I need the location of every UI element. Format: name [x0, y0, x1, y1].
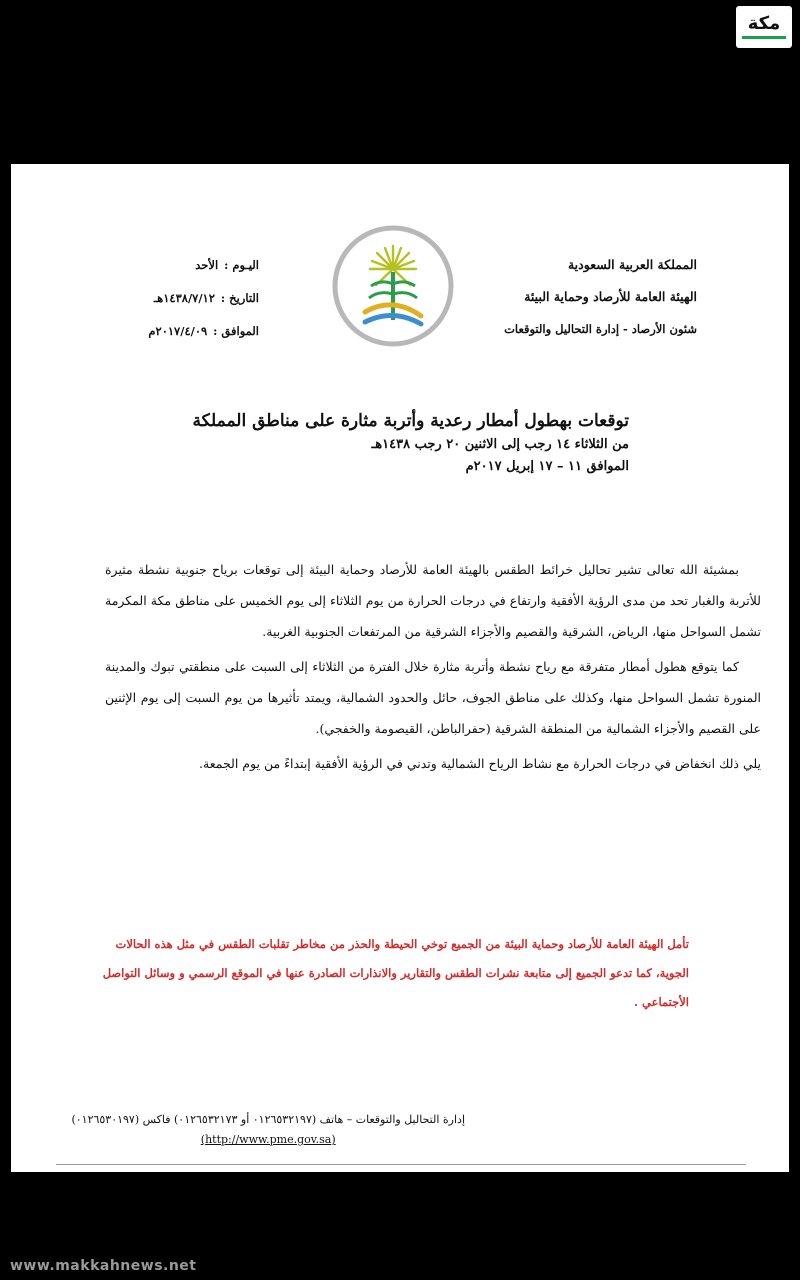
site-watermark: www.makkahnews.net — [10, 1258, 197, 1274]
title-hijri-range: من الثلاثاء ١٤ رجب إلى الاثنين ٢٠ رجب ١٤٣٨هـ — [371, 437, 629, 452]
body-paragraph-3: يلي ذلك انخفاض في درجات الحرارة مع نشاط الرياح الشمالية وتدني في الرؤية الأفقية إبتداءً من يوم الجمعة. — [199, 756, 761, 771]
contact-line: إدارة التحاليل والتوقعات – هاتف (٠١٢٦٥٣٢١٩٧ أو ٠١٢٦٥٣٢١٧٣) فاكس (٠١٢٦٥٣٠١٩٧) — [71, 1113, 465, 1126]
footer-divider — [56, 1164, 746, 1165]
warning-notice: تأمل الهيئة العامة للأرصاد وحماية البيئة من الجميع توخي الحيطة والحذر من مخاطر تقلبات الطقس في مثل هذه الحالات الجوية، كما تدعو الجميع إلى متابعة نشرات الطقس والتقارير والانذارات الصادرة عنها في الموقع الرسمي و وسائل التواصل الأجتماعي . — [102, 937, 689, 1009]
day-value: الأحد — [195, 258, 219, 272]
org-department: شئون الأرصاد - إدارة التحاليل والتوقعات — [504, 322, 697, 336]
body-paragraph-1: بمشيئة الله تعالى تشير تحاليل خرائط الطقس بالهيئة العامة للأرصاد وحماية البيئة إلى توقعات برياح جنوبية نشطة مثيرة للأتربة والغبار تحد من مدى الرؤية الأفقية وارتفاع في درجات الحرارة من يوم الثلاثاء إلى يوم الخميس على مناطق مكة المكرمة تشمل السواحل منها، الرياض، الشرقية والقصيم والأجزاء الشرقية من المرتفعات الجنوبية الغربية. — [105, 562, 761, 639]
title-gregorian-range: الموافق ١١ – ١٧ إبريل ٢٠١٧م — [465, 459, 629, 474]
gregorian-date-value: ٢٠١٧/٤/٠٩م — [148, 324, 208, 338]
document-body — [105, 554, 761, 783]
title-main: توقعات بهطول أمطار رعدية وأتربة مثارة على مناطق المملكة — [192, 411, 629, 431]
day-row — [139, 249, 259, 282]
brand-logo — [736, 6, 792, 48]
hijri-date-label: التاريخ : — [220, 291, 259, 305]
document-title — [159, 408, 629, 478]
hijri-date-value: ١٤٣٨/٧/١٢هـ — [153, 291, 215, 305]
gregorian-date-row — [139, 315, 259, 348]
brand-label: مكة — [747, 13, 781, 34]
pme-logo-icon — [331, 224, 455, 348]
brand-underline — [742, 36, 786, 39]
website-link[interactable]: (http://www.pme.gov.sa) — [200, 1133, 336, 1146]
org-header — [504, 249, 697, 345]
day-label: اليـوم : — [224, 258, 259, 272]
contact-footer — [71, 1110, 465, 1150]
gregorian-date-label: الموافق : — [213, 324, 259, 338]
hijri-date-row — [139, 282, 259, 315]
org-country: المملكة العربية السعودية — [567, 257, 697, 272]
body-paragraph-2: كما يتوقع هطول أمطار متفرقة مع رياح نشطة وأتربة مثارة خلال الفترة من الثلاثاء إلى السبت على منطقتي تبوك والمدينة المنورة تشمل السواحل منها، وكذلك على مناطق الجوف، حائل والحدود الشمالية، ويمتد تأثيرها من يوم السبت إلى يوم الإثنين على القصيم والأجزاء الشمالية من المنطقة الشرقية (حفرالباطن، القيصومة والخفجي). — [105, 659, 761, 736]
date-block — [139, 249, 259, 348]
org-name: الهيئة العامة للأرصاد وحماية البيئة — [524, 289, 697, 304]
document-page — [11, 164, 789, 1172]
